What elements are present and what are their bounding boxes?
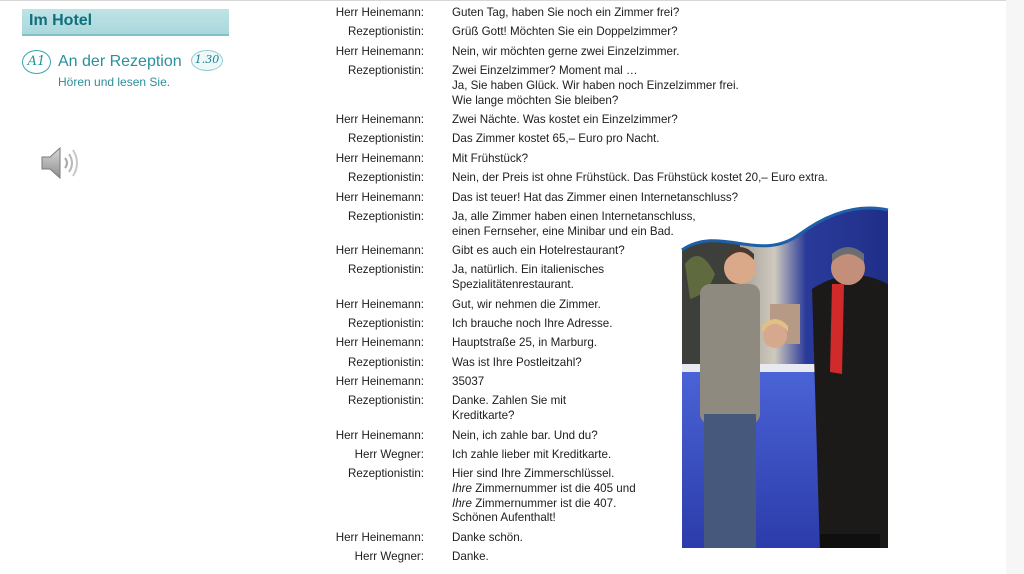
dialogue-text: Grüß Gott! Möchten Sie ein Doppelzimmer?	[452, 25, 678, 39]
dialogue-text: Nein, wir möchten gerne zwei Einzelzimmer.	[452, 44, 680, 58]
speaker-name: Rezeptionistin:	[347, 64, 424, 78]
instruction-text: Hören und lesen Sie.	[58, 75, 171, 89]
speaker-name: Herr Heinemann:	[335, 244, 424, 258]
dialogue-text: Guten Tag, haben Sie noch ein Zimmer frei?	[452, 6, 680, 19]
dialogue-text: Ich zahle lieber mit Kreditkarte.	[452, 447, 612, 461]
speaker-name: Rezeptionistin:	[347, 25, 424, 39]
speaker-icon	[38, 142, 84, 184]
speaker-name: Herr Wegner:	[354, 550, 424, 564]
speaker-name: Herr Heinemann:	[335, 151, 424, 165]
dialogue-text: Hier sind Ihre Zimmerschlüssel. Ihre Zimmernummer ist die 405 und Ihre Zimmernummer ist die 407. Schönen Aufenthalt!	[452, 467, 636, 525]
dialogue-line	[300, 6, 860, 21]
dialogue-line	[300, 25, 860, 40]
hotel-reception-photo	[680, 204, 890, 554]
speaker-name: Rezeptionistin:	[347, 394, 424, 408]
dialogue-text: Danke.	[452, 550, 489, 564]
dialogue-text: Gibt es auch ein Hotelrestaurant?	[452, 244, 625, 258]
speaker-name: Herr Heinemann:	[335, 297, 424, 311]
dialogue-line	[300, 152, 860, 167]
audio-track-badge: 1.30	[191, 50, 223, 71]
dialogue-text: Was ist Ihre Postleitzahl?	[452, 355, 582, 369]
top-border	[0, 0, 1024, 1]
dialogue-text: Danke schön.	[452, 530, 523, 544]
dialogue-line	[300, 45, 860, 60]
speaker-name: Herr Heinemann:	[335, 190, 424, 204]
speaker-name: Rezeptionistin:	[347, 209, 424, 223]
speaker-name: Rezeptionistin:	[347, 355, 424, 369]
speaker-name: Herr Heinemann:	[335, 428, 424, 442]
dialogue-line	[300, 171, 860, 186]
dialogue-line	[300, 113, 860, 128]
speaker-name: Herr Heinemann:	[335, 112, 424, 126]
page-edge	[1006, 0, 1024, 574]
dialogue-text: 35037	[452, 375, 485, 389]
dialogue-text: Hauptstraße 25, in Marburg.	[452, 336, 597, 350]
dialogue-text: Nein, ich zahle bar. Und du?	[452, 428, 598, 442]
dialogue-text: Ja, natürlich. Ein italienisches Spezialitätenrestaurant.	[452, 263, 605, 292]
dialogue-line	[300, 64, 860, 108]
dialogue-text: Ja, alle Zimmer haben einen Internetanschluss, einen Fernseher, eine Minibar und ein Bad.	[452, 209, 696, 238]
speaker-name: Rezeptionistin:	[347, 263, 424, 277]
dialogue-text: Das ist teuer! Hat das Zimmer einen Internetanschluss?	[452, 190, 739, 204]
dialogue-text: Gut, wir nehmen die Zimmer.	[452, 297, 601, 311]
speaker-name: Rezeptionistin:	[347, 467, 424, 481]
dialogue-text: Nein, der Preis ist ohne Frühstück. Das Frühstück kostet 20,– Euro extra.	[452, 171, 828, 185]
lesson-title: An der Rezeption	[58, 53, 182, 70]
speaker-name: Herr Heinemann:	[335, 44, 424, 58]
section-header	[22, 9, 229, 36]
dialogue-text: Zwei Einzelzimmer? Moment mal … Ja, Sie haben Glück. Wir haben noch Einzelzimmer frei. Wie lange möchten Sie bleiben?	[452, 64, 739, 107]
dialogue-line	[300, 132, 860, 147]
speaker-name: Herr Heinemann:	[335, 375, 424, 389]
section-title: Im Hotel	[29, 12, 93, 29]
speaker-name: Herr Heinemann:	[335, 336, 424, 350]
dialogue-text: Das Zimmer kostet 65,– Euro pro Nacht.	[452, 132, 660, 146]
speaker-name: Herr Heinemann:	[335, 6, 424, 19]
speaker-name: Rezeptionistin:	[347, 316, 424, 330]
speaker-name: Rezeptionistin:	[347, 132, 424, 146]
play-audio-button[interactable]	[38, 142, 84, 184]
speaker-name: Herr Wegner:	[354, 447, 424, 461]
level-badge: A1	[22, 50, 51, 74]
speaker-name: Rezeptionistin:	[347, 171, 424, 185]
dialogue-text: Danke. Zahlen Sie mit Kreditkarte?	[452, 394, 567, 423]
dialogue-text: Zwei Nächte. Was kostet ein Einzelzimmer?	[452, 112, 678, 126]
speaker-name: Herr Heinemann:	[335, 530, 424, 544]
dialogue-text: Ich brauche noch Ihre Adresse.	[452, 316, 613, 330]
dialogue-text: Mit Frühstück?	[452, 151, 529, 165]
